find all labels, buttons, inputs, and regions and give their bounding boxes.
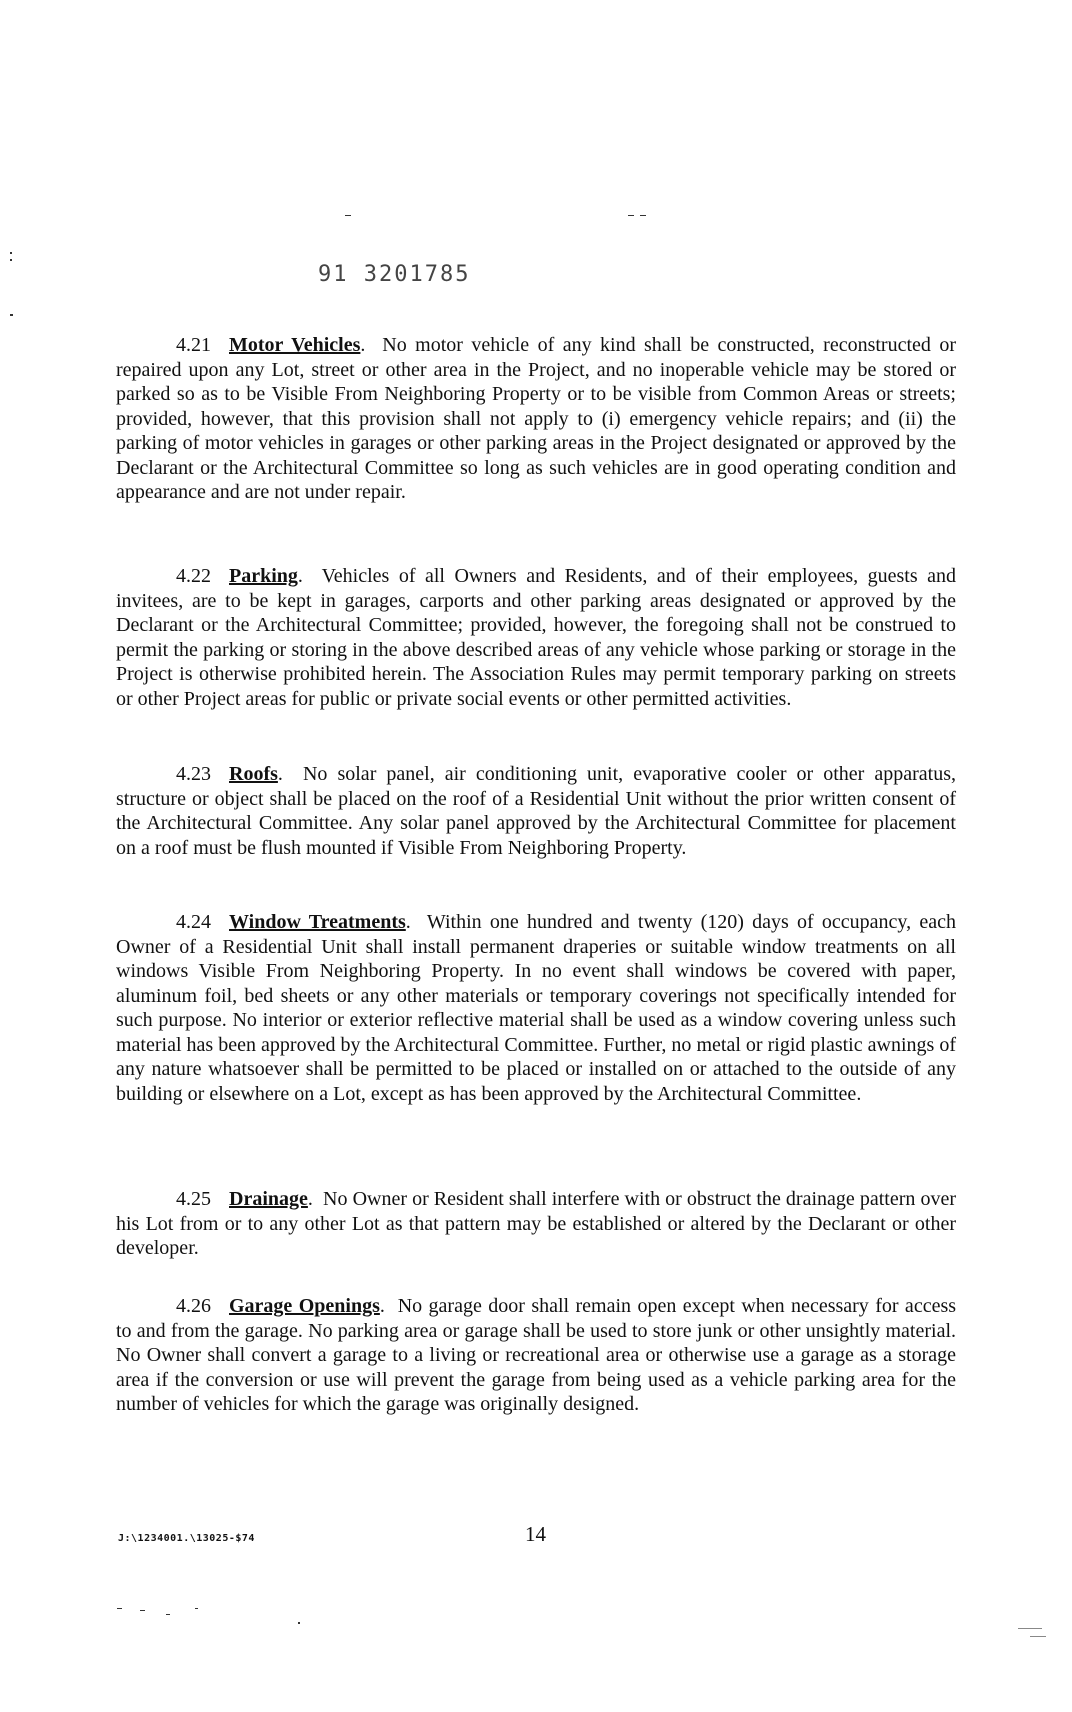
section-number: 4.23 bbox=[176, 763, 211, 785]
section-heading: Motor Vehicles bbox=[229, 334, 361, 356]
scan-speck bbox=[345, 215, 351, 216]
section-body: Vehicles of all Owners and Residents, and of their employees, guests and invitees, are to be kept in garages, carports and other parking areas designated or approved by the Declarant or the Architectural Committee; provided, however, the foregoing shall not be construed to permit the parking or storing in the above described areas of any vehicle whose parking or storage in the Project is otherwise prohibited herein. The Association Rules may permit temporary parking on streets or other Project areas for public or private social events or other permitted activities. bbox=[116, 565, 956, 710]
section-4-23: 4.23 Roofs. No solar panel, air conditioning unit, evaporative cooler or other apparatus, structure or object shall be placed on the roof of a Residential Unit without the prior written consent of the Architectural Committee. Any solar panel approved by the Architectural Committee for placement on a roof must be flush mounted if Visible From Neighboring Property. bbox=[116, 763, 957, 859]
section-heading: Window Treatments bbox=[229, 911, 406, 933]
scan-speck bbox=[166, 1614, 170, 1615]
section-heading: Drainage bbox=[229, 1188, 308, 1210]
section-4-21: 4.21 Motor Vehicles. No motor vehicle of any kind shall be constructed, reconstructed or repaired upon any Lot, street or other area in the Project, and no inoperable vehicle may be stored or parked so as to be Visible From Neighboring Property or to be visible from Common Areas or streets; provided, however, that this provision shall not apply to (i) emergency vehicle repairs; and (ii) the parking of motor vehicles in garages or other parking areas in the Project designated or approved by the Declarant or the Architectural Committee so long as such vehicles are in good operating condition and appearance and are not under repair. bbox=[116, 334, 957, 503]
section-4-25: 4.25 Drainage. No Owner or Resident shall interfere with or obstruct the drainage pattern over his Lot from or to any other Lot as that pattern may be established or altered by the Declarant or other developer. bbox=[116, 1188, 956, 1259]
scan-speck bbox=[10, 314, 13, 316]
section-4-26: 4.26 Garage Openings. No garage door shall remain open except when necessary for access to and from the garage. No parking area or garage shall be used to store junk or other unsightly material. No Owner shall convert a garage to a living or recreational area or otherwise use a garage as a storage area if the conversion or use will prevent the garage from being used as a vehicle parking area for the number of vehicles for which the garage was originally designed. bbox=[116, 1295, 957, 1415]
scan-speck bbox=[140, 1610, 145, 1611]
scan-speck bbox=[195, 1608, 198, 1609]
scan-speck bbox=[1018, 1628, 1042, 1629]
section-number: 4.26 bbox=[176, 1295, 211, 1317]
scan-speck bbox=[10, 252, 12, 254]
scan-speck bbox=[628, 215, 634, 216]
recording-number: 91 3201785 bbox=[318, 262, 471, 287]
section-4-24: 4.24 Window Treatments. Within one hundred and twenty (120) days of occupancy, each Owner of a Residential Unit shall install permanent draperies or suitable window treatments on all windows Visible From Neighboring Property. In no event shall windows be covered with paper, aluminum foil, bed sheets or any other materials or temporary coverings not specifically intended for such purpose. No interior or exterior reflective material shall be used as a window covering unless such material has been approved by the Architectural Committee. Further, no metal or rigid plastic awnings of any nature whatsoever shall be permitted to be placed or installed on or attached to the outside of any building or elsewhere on a Lot, except as has been approved by the Architectural Committee. bbox=[116, 911, 957, 1105]
section-heading: Garage Openings bbox=[229, 1295, 380, 1317]
footer-file-code: J:\1234001.\13025-$74 bbox=[118, 1533, 255, 1544]
scan-speck bbox=[1030, 1636, 1046, 1637]
section-4-22: 4.22 Parking. Vehicles of all Owners and Residents, and of their employees, guests and invitees, are to be kept in garages, carports and other parking areas designated or approved by the Declarant or the Architectural Committee; provided, however, the foregoing shall not be construed to permit the parking or storing in the above described areas of any vehicle whose parking or storage in the Project is otherwise prohibited herein. The Association Rules may permit temporary parking on streets or other Project areas for public or private social events or other permitted activities. bbox=[116, 565, 956, 710]
scan-speck bbox=[298, 1622, 300, 1624]
section-number: 4.21 bbox=[176, 334, 211, 356]
section-body: Within one hundred and twenty (120) days of occupancy, each Owner of a Residential Unit shall install permanent draperies or suitable window treatments on all windows Visible From Neighboring Property. In no event shall windows be covered with paper, aluminum foil, bed sheets or any other materials or temporary coverings not specifically intended for such purpose. No interior or exterior reflective material shall be used as a window covering unless such material has been approved by the Architectural Committee. Further, no metal or rigid plastic awnings of any nature whatsoever shall be permitted to be placed or installed on or attached to the outside of any building or elsewhere on a Lot, except as has been approved by the Architectural Committee. bbox=[116, 911, 957, 1105]
section-number: 4.25 bbox=[176, 1188, 211, 1210]
section-body: No Owner or Resident shall interfere with or obstruct the drainage pattern over his Lot from or to any other Lot as that pattern may be established or altered by the Declarant or other developer. bbox=[116, 1188, 956, 1259]
scan-speck bbox=[10, 259, 12, 261]
scan-speck bbox=[117, 1608, 122, 1609]
section-heading: Parking bbox=[229, 565, 298, 587]
section-body: No garage door shall remain open except when necessary for access to and from the garage. No parking area or garage shall be used to store junk or other unsightly material. No Owner shall convert a garage to a living or recreational area or otherwise use a garage as a storage area if the conversion or use will prevent the garage from being used as a vehicle parking area for the number of vehicles for which the garage was originally designed. bbox=[116, 1295, 957, 1415]
section-number: 4.24 bbox=[176, 911, 211, 933]
section-number: 4.22 bbox=[176, 565, 211, 587]
page-number: 14 bbox=[525, 1522, 546, 1546]
section-body: No motor vehicle of any kind shall be constructed, reconstructed or repaired upon any Lot, street or other area in the Project, and no inoperable vehicle may be stored or parked so as to be Visible From Neighboring Property or to be visible from Common Areas or streets; provided, however, that this provision shall not apply to (i) emergency vehicle repairs; and (ii) the parking of motor vehicles in garages or other parking areas in the Project designated or approved by the Declarant or the Architectural Committee so long as such vehicles are in good operating condition and appearance and are not under repair. bbox=[116, 334, 957, 503]
section-heading: Roofs bbox=[229, 763, 278, 785]
section-body: No solar panel, air conditioning unit, evaporative cooler or other apparatus, structure or object shall be placed on the roof of a Residential Unit without the prior written consent of the Architectural Committee. Any solar panel approved by the Architectural Committee for placement on a roof must be flush mounted if Visible From Neighboring Property. bbox=[116, 763, 957, 859]
scan-speck bbox=[640, 215, 646, 216]
